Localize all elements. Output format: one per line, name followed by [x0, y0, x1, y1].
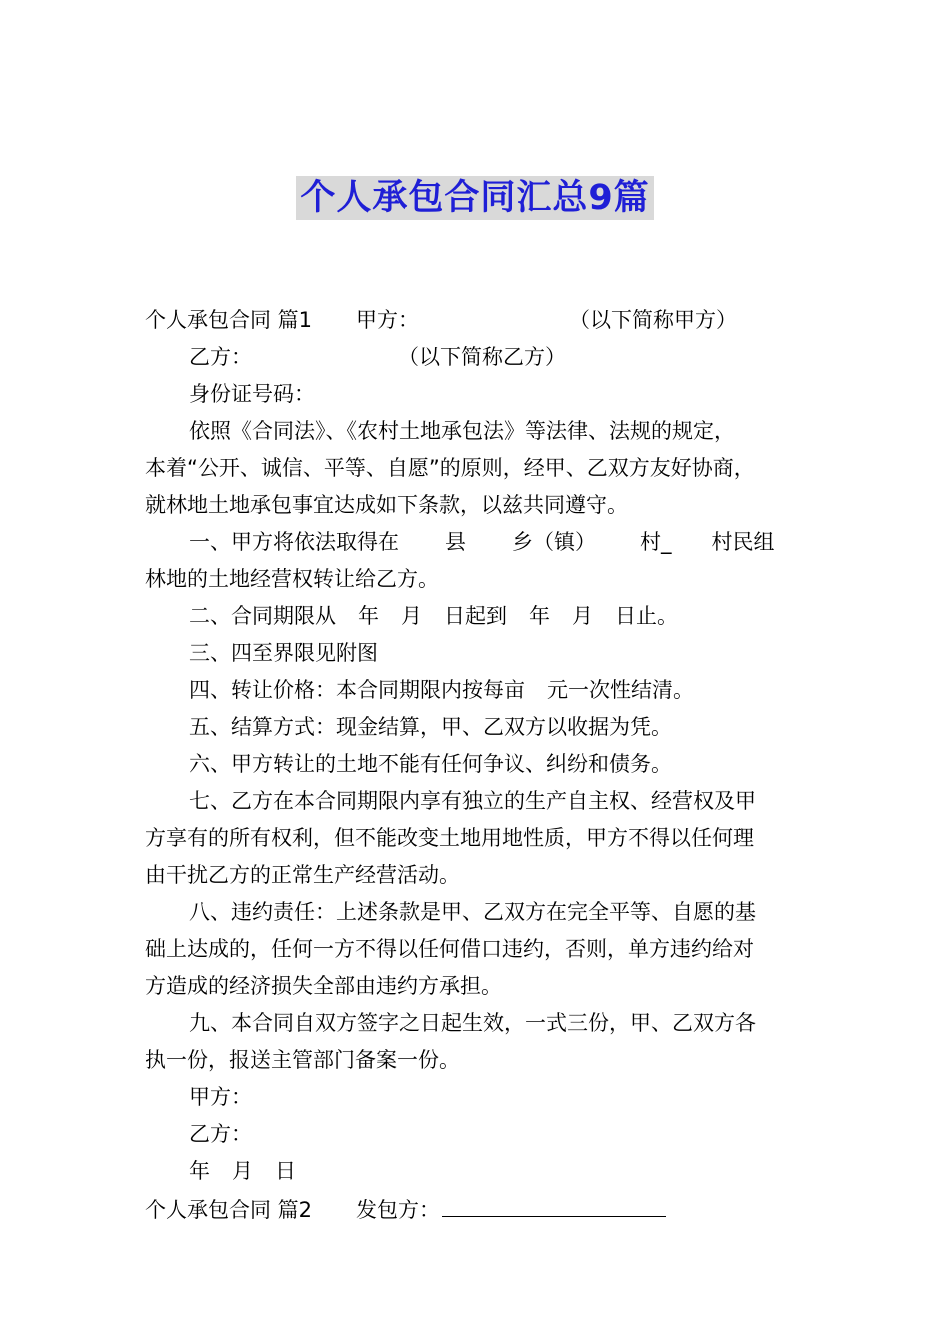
paragraph-line: 执一份，报送主管部门备案一份。 — [145, 1048, 460, 1072]
paragraph-line: 六、甲方转让的土地不能有任何争议、纠纷和债务。 — [189, 752, 672, 776]
paragraph-line: 五、结算方式：现金结算，甲、乙双方以收据为凭。 — [189, 715, 672, 739]
date-day-label: 日 — [275, 1159, 296, 1183]
paragraph-line — [145, 302, 810, 339]
clause-text: 四、转让价格：本合同期限内按每亩 — [189, 678, 525, 702]
paragraph-line: 本着“公开、诚信、平等、自愿”的原则，经甲、乙双方友好协商， — [145, 456, 755, 480]
paragraph-line — [145, 524, 810, 561]
party-a-note: （以下简称甲方） — [569, 308, 738, 332]
clause-text: 月 — [401, 604, 422, 628]
paragraph-line: 方造成的经济损失全部由违约方承担。 — [145, 974, 502, 998]
signature-party-b: 乙方： — [189, 1122, 252, 1146]
clause-text: 二、合同期限从 — [189, 604, 336, 628]
paragraph-line: 方享有的所有权利，但不能改变土地用地性质，甲方不得以任何理 — [145, 826, 754, 850]
document-title: 个人承包合同汇总9篇 — [296, 176, 653, 220]
paragraph-line: 八、违约责任：上述条款是甲、乙双方在完全平等、自愿的基 — [189, 900, 756, 924]
paragraph-line: 林地的土地经营权转让给乙方。 — [145, 567, 439, 591]
paragraph-line: 依照《合同法》、《农村土地承包法》等法律、法规的规定， — [189, 419, 735, 443]
clause-text: 日起到 — [444, 604, 507, 628]
party-b-label: 乙方： — [189, 345, 252, 369]
clause-text: 乡（镇） — [512, 530, 596, 554]
clause-text: 年 — [529, 604, 550, 628]
clause-text: 年 — [358, 604, 379, 628]
date-month-label: 月 — [232, 1159, 253, 1183]
signature-date — [145, 1153, 810, 1190]
paragraph-line: 身份证号码： — [189, 382, 315, 406]
paragraph-line: 就林地土地承包事宜达成如下条款，以兹共同遵守。 — [145, 493, 628, 517]
blank-underline — [442, 1190, 666, 1217]
party-b-note: （以下简称乙方） — [398, 345, 566, 369]
paragraph-line: 七、乙方在本合同期限内享有独立的生产自主权、经营权及甲 — [189, 789, 756, 813]
section-heading: 个人承包合同 篇1 — [145, 308, 313, 332]
paragraph-line — [145, 1190, 810, 1227]
clause-text: 县 — [445, 530, 466, 554]
paragraph-line: 三、四至界限见附图 — [189, 641, 378, 665]
clause-text: 月 — [572, 604, 593, 628]
clause-text: 一、甲方将依法取得在 — [189, 530, 399, 554]
paragraph-line: 础上达成的，任何一方不得以任何借口违约，否则，单方违约给对 — [145, 937, 754, 961]
document-body — [145, 302, 810, 1227]
clause-text: 元一次性结清。 — [547, 678, 694, 702]
paragraph-line — [145, 672, 810, 709]
clause-text: 日止。 — [615, 604, 678, 628]
section-heading: 个人承包合同 篇2 — [145, 1198, 313, 1222]
party-a-label: 甲方： — [356, 308, 420, 332]
contractor-label: 发包方： — [356, 1198, 441, 1222]
clause-text: 村民组 — [711, 530, 775, 554]
date-year-label: 年 — [189, 1159, 210, 1183]
paragraph-line — [145, 339, 810, 376]
signature-party-a: 甲方： — [189, 1085, 252, 1109]
paragraph-line — [145, 598, 810, 635]
clause-text: 村_ — [640, 530, 672, 554]
paragraph-line: 由干扰乙方的正常生产经营活动。 — [145, 863, 460, 887]
title-container — [0, 176, 950, 220]
paragraph-line: 九、本合同自双方签字之日起生效，一式三份，甲、乙双方各 — [189, 1011, 756, 1035]
